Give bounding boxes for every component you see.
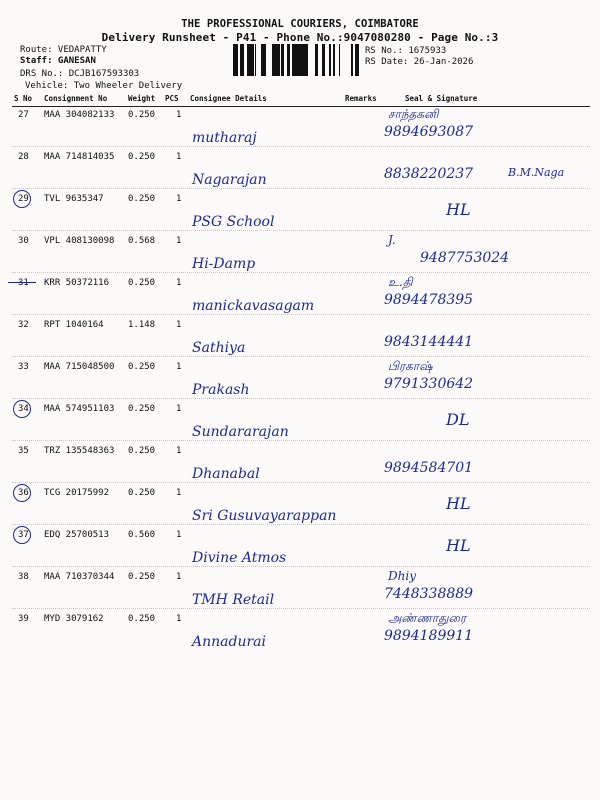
- row-weight: 0.250: [128, 194, 156, 204]
- row-pcs: 1: [176, 572, 182, 582]
- row-consignee-handwritten: Divine Atmos: [192, 550, 287, 566]
- row-phone: 9894478395: [384, 292, 474, 308]
- row-consignee-handwritten: Annadurai: [192, 634, 266, 650]
- table-header: [0, 94, 600, 106]
- row-delivery-status: HL: [446, 536, 471, 555]
- col-pcs: PCS: [165, 94, 179, 103]
- sno-circle-mark: [13, 400, 31, 418]
- vehicle-type: Vehicle: Two Wheeler Delivery: [25, 81, 183, 91]
- row-consignee-handwritten: Prakash: [192, 382, 250, 398]
- row-consignee-handwritten: mutharaj: [192, 130, 257, 146]
- row-phone: 9843144441: [384, 334, 474, 350]
- route: Route: VEDAPATTY: [20, 45, 107, 55]
- staff: Staff: GANESAN: [20, 56, 96, 66]
- row-divider: [12, 524, 590, 525]
- row-signature: J.: [388, 233, 396, 247]
- row-pcs: 1: [176, 152, 182, 162]
- row-sno: 30: [18, 236, 29, 246]
- row-consignment-no: MAA 710370344: [44, 572, 115, 582]
- row-weight: 0.250: [128, 110, 156, 120]
- row-sno: 36: [18, 488, 29, 498]
- row-signature: Dhiy: [388, 569, 416, 583]
- row-weight: 0.568: [128, 236, 156, 246]
- row-consignment-no: TVL 9635347: [44, 194, 104, 204]
- row-divider: [12, 146, 590, 147]
- row-signature: பிரகாஷ்: [388, 359, 433, 373]
- runsheet-subtitle: Delivery Runsheet - P41 - Phone No.:9047080280 - Page No.:3: [101, 31, 499, 44]
- row-phone: 7448338889: [384, 586, 474, 602]
- row-divider: [12, 482, 590, 483]
- row-weight: 1.148: [128, 320, 156, 330]
- col-weight: Weight: [128, 94, 156, 103]
- row-pcs: 1: [176, 320, 182, 330]
- row-phone: 9487753024: [420, 250, 510, 266]
- row-sno: 29: [18, 194, 29, 204]
- row-sno: 28: [18, 152, 29, 162]
- row-consignee-handwritten: Sundararajan: [192, 424, 289, 440]
- row-consignee-handwritten: Nagarajan: [192, 172, 267, 188]
- row-pcs: 1: [176, 236, 182, 246]
- sno-circle-mark: [13, 190, 31, 208]
- header-rule: [12, 106, 590, 107]
- row-signature: சாந்தகனி: [388, 107, 439, 121]
- row-pcs: 1: [176, 194, 182, 204]
- row-divider: [12, 608, 590, 609]
- sno-circle-mark: [13, 484, 31, 502]
- row-consignee-handwritten: Dhanabal: [192, 466, 260, 482]
- row-consignment-no: KRR 50372116: [44, 278, 110, 288]
- row-phone: 9894189911: [384, 628, 474, 644]
- row-remark-note: B.M.Naga: [508, 166, 565, 179]
- row-sno: 27: [18, 110, 29, 120]
- row-divider: [12, 230, 590, 231]
- row-consignment-no: RPT 1040164: [44, 320, 104, 330]
- row-consignee-handwritten: PSG School: [192, 214, 275, 230]
- sno-circle-mark: [13, 526, 31, 544]
- row-consignment-no: MAA 714814035: [44, 152, 115, 162]
- row-sno: 37: [18, 530, 29, 540]
- row-weight: 0.250: [128, 488, 156, 498]
- row-weight: 0.250: [128, 278, 156, 288]
- sno-strike-mark: [8, 282, 36, 283]
- row-sno: 38: [18, 572, 29, 582]
- document-title: THE PROFESSIONAL COURIERS, COIMBATORE: [181, 18, 419, 30]
- row-consignment-no: TCG 20175992: [44, 488, 110, 498]
- row-divider: [12, 398, 590, 399]
- row-consignee-handwritten: Hi-Damp: [192, 256, 256, 272]
- row-consignee-handwritten: Sathiya: [192, 340, 246, 356]
- row-weight: 0.250: [128, 614, 156, 624]
- row-consignment-no: VPL 408130098: [44, 236, 115, 246]
- row-divider: [12, 314, 590, 315]
- row-consignee-handwritten: TMH Retail: [192, 592, 275, 608]
- row-pcs: 1: [176, 110, 182, 120]
- rs-date: RS Date: 26-Jan-2026: [365, 57, 474, 67]
- row-pcs: 1: [176, 446, 182, 456]
- row-divider: [12, 272, 590, 273]
- row-sno: 35: [18, 446, 29, 456]
- row-weight: 0.250: [128, 572, 156, 582]
- col-sno: S No: [14, 94, 33, 103]
- row-phone: 8838220237: [384, 166, 474, 182]
- row-weight: 0.560: [128, 530, 156, 540]
- row-consignee-handwritten: Sri Gusuvayarappan: [192, 508, 337, 524]
- rs-number: RS No.: 1675933: [365, 46, 447, 56]
- row-sno: 32: [18, 320, 29, 330]
- row-divider: [12, 356, 590, 357]
- row-signature: உ.தி: [388, 275, 413, 289]
- col-consignment: Consignment No: [44, 94, 108, 103]
- row-delivery-status: DL: [446, 410, 470, 429]
- row-sno: 39: [18, 614, 29, 624]
- row-consignment-no: MYD 3079162: [44, 614, 104, 624]
- row-pcs: 1: [176, 404, 182, 414]
- row-weight: 0.250: [128, 446, 156, 456]
- row-consignment-no: MAA 715048500: [44, 362, 115, 372]
- row-phone: 9894584701: [384, 460, 474, 476]
- row-consignment-no: EDQ 25700513: [44, 530, 110, 540]
- col-seal-signature: Seal & Signature: [405, 94, 478, 103]
- col-consignee: Consignee Details: [190, 94, 267, 103]
- row-sno: 33: [18, 362, 29, 372]
- row-divider: [12, 440, 590, 441]
- row-pcs: 1: [176, 362, 182, 372]
- row-delivery-status: HL: [446, 494, 471, 513]
- row-consignee-handwritten: manickavasagam: [192, 298, 315, 314]
- barcode: [233, 44, 361, 76]
- row-consignment-no: MAA 304082133: [44, 110, 115, 120]
- row-pcs: 1: [176, 278, 182, 288]
- row-phone: 9894693087: [384, 124, 474, 140]
- drs-number: DRS No.: DCJB167593303: [20, 69, 140, 79]
- row-pcs: 1: [176, 488, 182, 498]
- row-weight: 0.250: [128, 404, 156, 414]
- row-divider: [12, 188, 590, 189]
- row-pcs: 1: [176, 614, 182, 624]
- row-sno: 34: [18, 404, 29, 414]
- col-remarks: Remarks: [345, 94, 377, 103]
- row-consignment-no: TRZ 135548363: [44, 446, 115, 456]
- row-pcs: 1: [176, 530, 182, 540]
- row-weight: 0.250: [128, 362, 156, 372]
- row-phone: 9791330642: [384, 376, 474, 392]
- row-delivery-status: HL: [446, 200, 471, 219]
- row-divider: [12, 566, 590, 567]
- row-weight: 0.250: [128, 152, 156, 162]
- row-consignment-no: MAA 574951103: [44, 404, 115, 414]
- row-signature: அண்ணாதுரை: [388, 611, 467, 625]
